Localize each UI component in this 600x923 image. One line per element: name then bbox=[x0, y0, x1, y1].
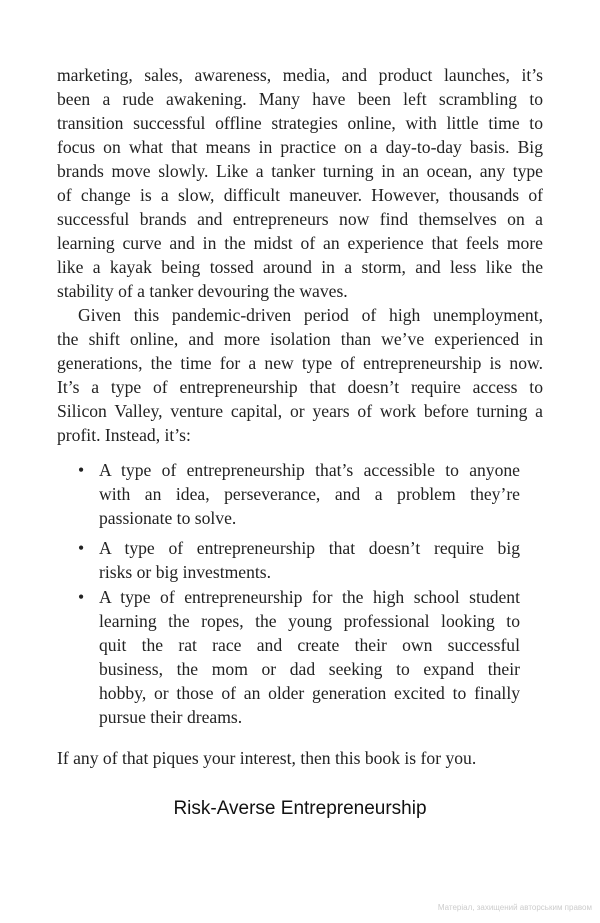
text-line: hobby, or those of an older generation excited to finally bbox=[99, 683, 520, 703]
text-line: pursue their dreams. bbox=[99, 707, 243, 727]
watermark: Матеріал, захищений авторським правом bbox=[437, 903, 592, 912]
text-line: learning the ropes, the young professional looking to bbox=[99, 611, 520, 631]
bullet-item-1 bbox=[78, 458, 520, 530]
text-line: transition successful offline strategies online, with little time to bbox=[57, 113, 543, 133]
text-line: A type of entrepreneurship that’s accessible to anyone bbox=[99, 460, 520, 480]
text-line: Given this pandemic-driven period of high unemployment, bbox=[78, 305, 543, 325]
bullet-item-2 bbox=[78, 536, 520, 584]
bullet-icon: • bbox=[78, 460, 85, 480]
running-footer-title: Risk-Averse Entrepreneurship bbox=[173, 798, 427, 819]
closing-paragraph bbox=[57, 746, 543, 770]
bullet-item-3 bbox=[78, 585, 520, 729]
text-line: Silicon Valley, venture capital, or years of work before turning a bbox=[57, 401, 543, 421]
text-line: stability of a tanker devouring the waves. bbox=[57, 281, 348, 301]
text-line: brands move slowly. Like a tanker turning in an ocean, any type bbox=[57, 161, 543, 181]
paragraph-1 bbox=[57, 63, 543, 303]
paragraph-2 bbox=[57, 303, 543, 447]
text-line: It’s a type of entrepreneurship that doesn’t require access to bbox=[57, 377, 543, 397]
text-line: with an idea, perseverance, and a problem they’re bbox=[99, 484, 520, 504]
text-line: business, the mom or dad seeking to expand their bbox=[99, 659, 520, 679]
text-line: of change is a slow, difficult maneuver. However, thousands of bbox=[57, 185, 543, 205]
text-line: risks or big investments. bbox=[99, 562, 272, 582]
text-line: the shift online, and more isolation than we’ve experienced in bbox=[57, 329, 543, 349]
text-line: passionate to solve. bbox=[99, 508, 237, 528]
text-line: A type of entrepreneurship for the high school student bbox=[99, 587, 520, 607]
text-line: been a rude awakening. Many have been left scrambling to bbox=[57, 89, 543, 109]
text-line: If any of that piques your interest, then this book is for you. bbox=[57, 748, 477, 768]
text-line: generations, the time for a new type of entrepreneurship is now. bbox=[57, 353, 543, 373]
text-line: marketing, sales, awareness, media, and product launches, it’s bbox=[57, 65, 543, 85]
text-line: learning curve and in the midst of an experience that feels more bbox=[57, 233, 543, 253]
text-line: A type of entrepreneurship that doesn’t require big bbox=[99, 538, 520, 558]
bullet-icon: • bbox=[78, 538, 85, 558]
text-line: quit the rat race and create their own successful bbox=[99, 635, 520, 655]
text-line: profit. Instead, it’s: bbox=[57, 425, 191, 445]
text-line: successful brands and entrepreneurs now find themselves on a bbox=[57, 209, 543, 229]
bullet-icon: • bbox=[78, 587, 85, 607]
text-line: like a kayak being tossed around in a storm, and less like the bbox=[57, 257, 543, 277]
text-line: focus on what that means in practice on a day-to-day basis. Big bbox=[57, 137, 543, 157]
